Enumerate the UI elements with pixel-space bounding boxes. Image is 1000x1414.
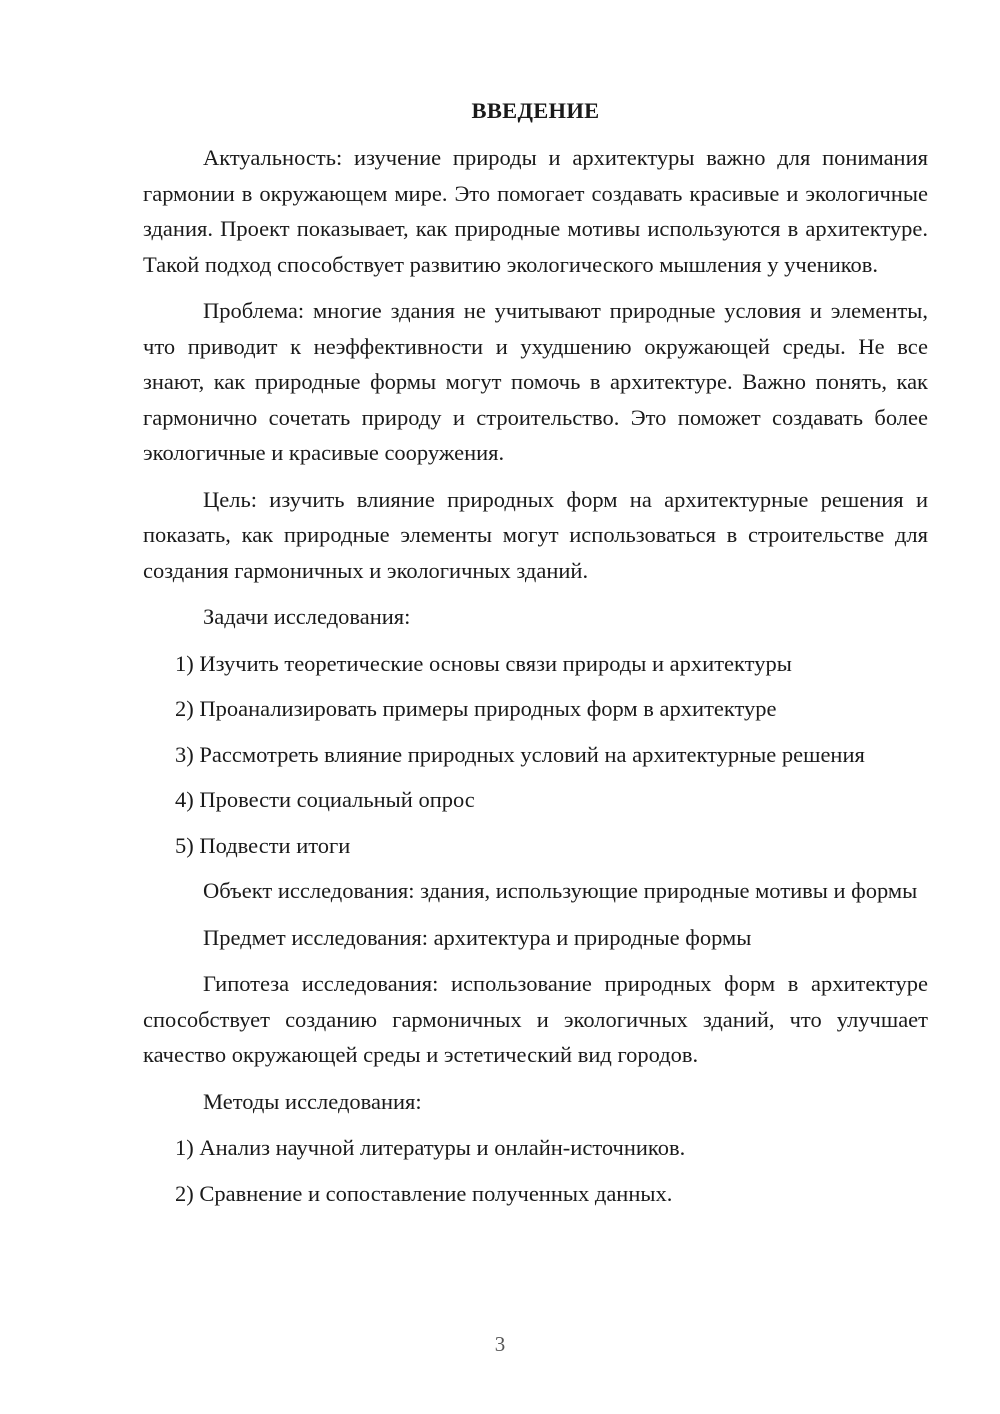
task-item: 1) Изучить теоретические основы связи природы и архитектуры (175, 650, 792, 676)
paragraph-problem: Проблема: многие здания не учитывают природные условия и элементы, что приводит к неэффективности и ухудшению окружающей среды. Не все знают, как природные формы могут помочь в архитектуре. Важно понять, как гармонично сочетать природу и строительство. Это поможет создавать более экологичные и красивые сооружения. (143, 298, 928, 465)
document-page (143, 96, 928, 1221)
paragraph-object: Объект исследования: здания, использующие природные мотивы и формы (203, 878, 918, 903)
task-item: 2) Проанализировать примеры природных форм в архитектуре (175, 696, 777, 721)
methods-heading: Методы исследования: (203, 1088, 422, 1114)
page-number: 3 (494, 1332, 506, 1356)
paragraph-relevance: Актуальность: изучение природы и архитектуры важно для понимания гармонии в окружающем мире. Это помогает создавать красивые и экологичные здания. Проект показывает, как природные мотивы используются в архитектуре. Такой подход способствует развитию экологического мышления у учеников. (143, 145, 928, 277)
task-item: 4) Провести социальный опрос (175, 787, 475, 812)
section-title: ВВЕДЕНИЕ (471, 98, 600, 123)
method-item: 1) Анализ научной литературы и онлайн-источников. (175, 1135, 686, 1160)
paragraph-subject: Предмет исследования: архитектура и природные формы (203, 924, 752, 950)
paragraph-hypothesis: Гипотеза исследования: использование природных форм в архитектуре способствует созданию гармоничных и экологичных зданий, что улучшает качество окружающей среды и эстетический вид городов. (143, 971, 928, 1067)
task-item: 5) Подвести итоги (175, 832, 351, 858)
paragraph-goal: Цель: изучить влияние природных форм на архитектурные решения и показать, как природные элементы могут использоваться в строительстве для создания гармоничных и экологичных зданий. (143, 486, 928, 583)
tasks-heading: Задачи исследования: (203, 604, 411, 629)
method-item: 2) Сравнение и сопоставление полученных данных. (175, 1180, 673, 1206)
task-item: 3) Рассмотреть влияние природных условий на архитектурные решения (175, 741, 865, 767)
